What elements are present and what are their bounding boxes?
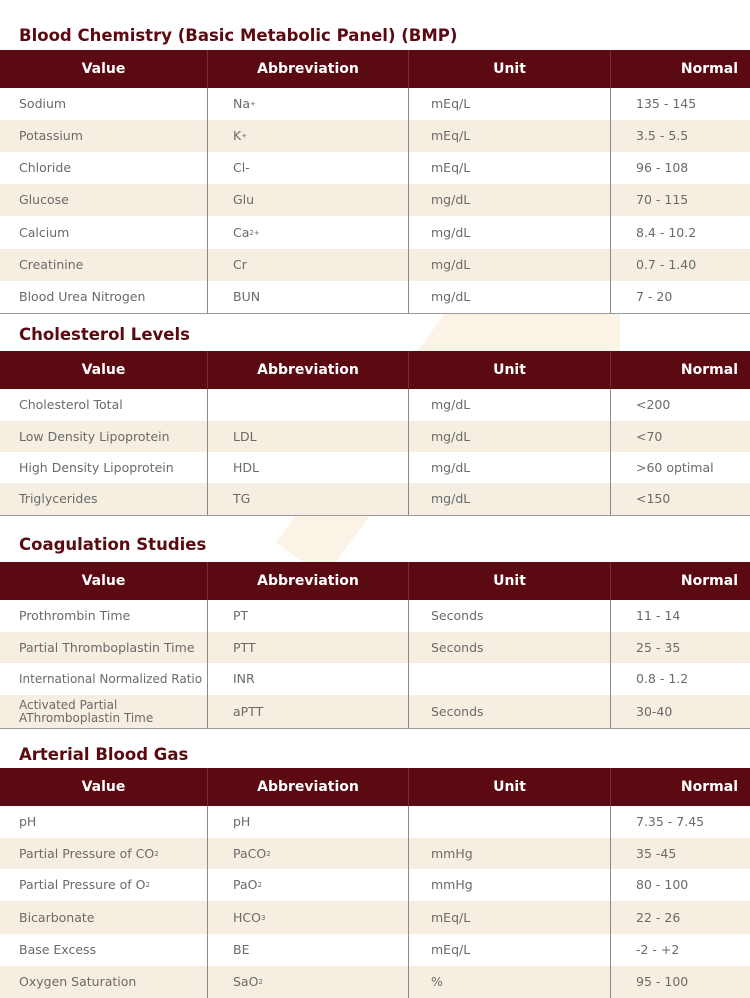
- cell-normal: 80 - 100: [636, 877, 689, 893]
- header-value: Value: [0, 768, 208, 806]
- cell-abbreviation: BUN: [208, 281, 409, 313]
- abbr-text: K: [233, 128, 242, 144]
- cell-value: Calcium: [0, 216, 208, 249]
- cell-abbreviation: Ca 2+: [208, 216, 409, 249]
- cell-unit: [409, 663, 611, 695]
- header-abbreviation: Abbreviation: [208, 50, 409, 88]
- table-row: [0, 421, 750, 452]
- table-row: [0, 695, 750, 729]
- cell-normal: 95 - 100: [636, 974, 689, 990]
- abg-table: [0, 768, 750, 998]
- cell-value: Triglycerides: [0, 483, 208, 515]
- table-row: [0, 389, 750, 421]
- cell-abbreviation: K +: [208, 120, 409, 152]
- value-text: Partial Pressure of O: [19, 877, 146, 893]
- table-row: [0, 152, 750, 184]
- cell-unit: mmHg: [409, 838, 611, 869]
- cell-abbreviation: Glu: [208, 184, 409, 216]
- cell-unit: Seconds: [409, 632, 611, 663]
- coagulation-table: [0, 562, 750, 729]
- table-row: [0, 216, 750, 249]
- table-row: [0, 452, 750, 483]
- cell-unit: mg/dL: [409, 483, 611, 515]
- cell-normal: 0.8 - 1.2: [636, 671, 689, 687]
- cell-abbreviation: HDL: [208, 452, 409, 483]
- cell-abbreviation: TG: [208, 483, 409, 515]
- cell-normal: 70 - 115: [636, 192, 689, 208]
- abbr-text: PaO: [233, 877, 258, 893]
- cell-unit: mEq/L: [409, 152, 611, 184]
- cell-unit: mEq/L: [409, 901, 611, 934]
- cell-normal: 22 - 26: [636, 909, 681, 925]
- cell-value: Partial Pressure of O 2: [0, 869, 208, 901]
- header-abbreviation: Abbreviation: [208, 562, 409, 600]
- cell-value: International Normalized Ratio: [0, 663, 208, 695]
- table-row: [0, 483, 750, 516]
- cell-value: Potassium: [0, 120, 208, 152]
- cell-abbreviation: PT: [208, 600, 409, 632]
- table-row: [0, 934, 750, 966]
- abbr-text: SaO: [233, 974, 259, 990]
- table-header: [0, 562, 750, 600]
- cell-normal: >60 optimal: [636, 459, 714, 475]
- abbr-text: Na: [233, 96, 251, 112]
- cell-value: Partial Pressure of CO 2: [0, 838, 208, 869]
- table-row: [0, 281, 750, 314]
- table-header: [0, 50, 750, 88]
- cell-normal: 25 - 35: [636, 639, 681, 655]
- cell-unit: mg/dL: [409, 452, 611, 483]
- header-abbreviation: Abbreviation: [208, 351, 409, 389]
- cell-abbreviation: [208, 389, 409, 421]
- cell-value: Glucose: [0, 184, 208, 216]
- cell-value: Oxygen Saturation: [0, 966, 208, 998]
- table-row: [0, 869, 750, 901]
- cell-abbreviation: Cr: [208, 249, 409, 281]
- cell-value: Sodium: [0, 88, 208, 120]
- cell-value: Partial Thromboplastin Time: [0, 632, 208, 663]
- section-title-bmp: Blood Chemistry (Basic Metabolic Panel) (BMP): [19, 26, 458, 45]
- value-text: Partial Pressure of CO: [19, 845, 155, 861]
- cell-abbreviation: Cl-: [208, 152, 409, 184]
- section-title-coagulation: Coagulation Studies: [19, 535, 207, 554]
- header-value: Value: [0, 562, 208, 600]
- cell-unit: mEq/L: [409, 88, 611, 120]
- cell-unit: %: [409, 966, 611, 998]
- cell-abbreviation: Na +: [208, 88, 409, 120]
- cell-unit: [409, 806, 611, 838]
- header-value: Value: [0, 351, 208, 389]
- table-row: [0, 901, 750, 934]
- cell-value: Activated Partial AThromboplastin Time: [0, 695, 208, 728]
- header-normal: Normal: [680, 573, 738, 589]
- cell-normal: 96 - 108: [636, 160, 689, 176]
- abbr-text: Ca: [233, 224, 250, 240]
- cell-normal: 0.7 - 1.40: [636, 257, 697, 273]
- table-row: [0, 600, 750, 632]
- header-value: Value: [0, 50, 208, 88]
- cell-normal: 7 - 20: [636, 289, 673, 305]
- abbr-text: PaCO: [233, 845, 267, 861]
- cell-value: pH: [0, 806, 208, 838]
- cell-normal: 8.4 - 10.2: [636, 224, 697, 240]
- section-title-cholesterol: Cholesterol Levels: [19, 325, 190, 344]
- cell-unit: mg/dL: [409, 421, 611, 452]
- header-unit: Unit: [409, 562, 611, 600]
- table-row: [0, 838, 750, 869]
- cell-abbreviation: PTT: [208, 632, 409, 663]
- table-row: [0, 88, 750, 120]
- cell-value: Blood Urea Nitrogen: [0, 281, 208, 313]
- cell-value: High Density Lipoprotein: [0, 452, 208, 483]
- header-normal: Normal: [680, 779, 738, 795]
- header-unit: Unit: [409, 50, 611, 88]
- cell-abbreviation: BE: [208, 934, 409, 966]
- cell-value: Low Density Lipoprotein: [0, 421, 208, 452]
- cell-value: Chloride: [0, 152, 208, 184]
- cell-unit: mg/dL: [409, 184, 611, 216]
- cholesterol-table: [0, 351, 750, 516]
- cell-abbreviation: INR: [208, 663, 409, 695]
- cell-unit: mmHg: [409, 869, 611, 901]
- cell-normal: <150: [636, 491, 671, 507]
- cell-normal: 135 - 145: [636, 96, 697, 112]
- cell-abbreviation: SaO 2: [208, 966, 409, 998]
- cell-normal: <200: [636, 397, 671, 413]
- table-row: [0, 249, 750, 281]
- cell-normal: 30-40: [636, 703, 673, 719]
- cell-unit: mEq/L: [409, 934, 611, 966]
- section-title-abg: Arterial Blood Gas: [19, 745, 189, 764]
- table-row: [0, 632, 750, 663]
- cell-abbreviation: pH: [208, 806, 409, 838]
- table-row: [0, 806, 750, 838]
- cell-abbreviation: PaO 2: [208, 869, 409, 901]
- cell-value: Base Excess: [0, 934, 208, 966]
- cell-normal: <70: [636, 428, 663, 444]
- cell-abbreviation: LDL: [208, 421, 409, 452]
- cell-normal: 35 -45: [636, 845, 677, 861]
- cell-normal: -2 - +2: [636, 942, 680, 958]
- cell-value: Cholesterol Total: [0, 389, 208, 421]
- cell-normal: 11 - 14: [636, 608, 681, 624]
- cell-unit: mg/dL: [409, 216, 611, 249]
- table-header: [0, 351, 750, 389]
- table-header: [0, 768, 750, 806]
- table-row: [0, 184, 750, 216]
- cell-unit: mg/dL: [409, 389, 611, 421]
- header-unit: Unit: [409, 351, 611, 389]
- cell-value: Bicarbonate: [0, 901, 208, 934]
- cell-unit: mg/dL: [409, 281, 611, 313]
- header-normal: Normal: [680, 61, 738, 77]
- cell-abbreviation: PaCO 2: [208, 838, 409, 869]
- cell-abbreviation: aPTT: [208, 695, 409, 728]
- header-abbreviation: Abbreviation: [208, 768, 409, 806]
- cell-unit: mEq/L: [409, 120, 611, 152]
- table-row: [0, 120, 750, 152]
- cell-normal: 7.35 - 7.45: [636, 814, 705, 830]
- abbr-text: HCO: [233, 909, 261, 925]
- header-unit: Unit: [409, 768, 611, 806]
- table-row: [0, 966, 750, 998]
- cell-abbreviation: HCO 3: [208, 901, 409, 934]
- cell-value: Creatinine: [0, 249, 208, 281]
- bmp-table: [0, 50, 750, 314]
- table-row: [0, 663, 750, 695]
- cell-unit: Seconds: [409, 695, 611, 728]
- cell-unit: Seconds: [409, 600, 611, 632]
- cell-unit: mg/dL: [409, 249, 611, 281]
- cell-normal: 3.5 - 5.5: [636, 128, 689, 144]
- header-normal: Normal: [680, 362, 738, 378]
- cell-value: Prothrombin Time: [0, 600, 208, 632]
